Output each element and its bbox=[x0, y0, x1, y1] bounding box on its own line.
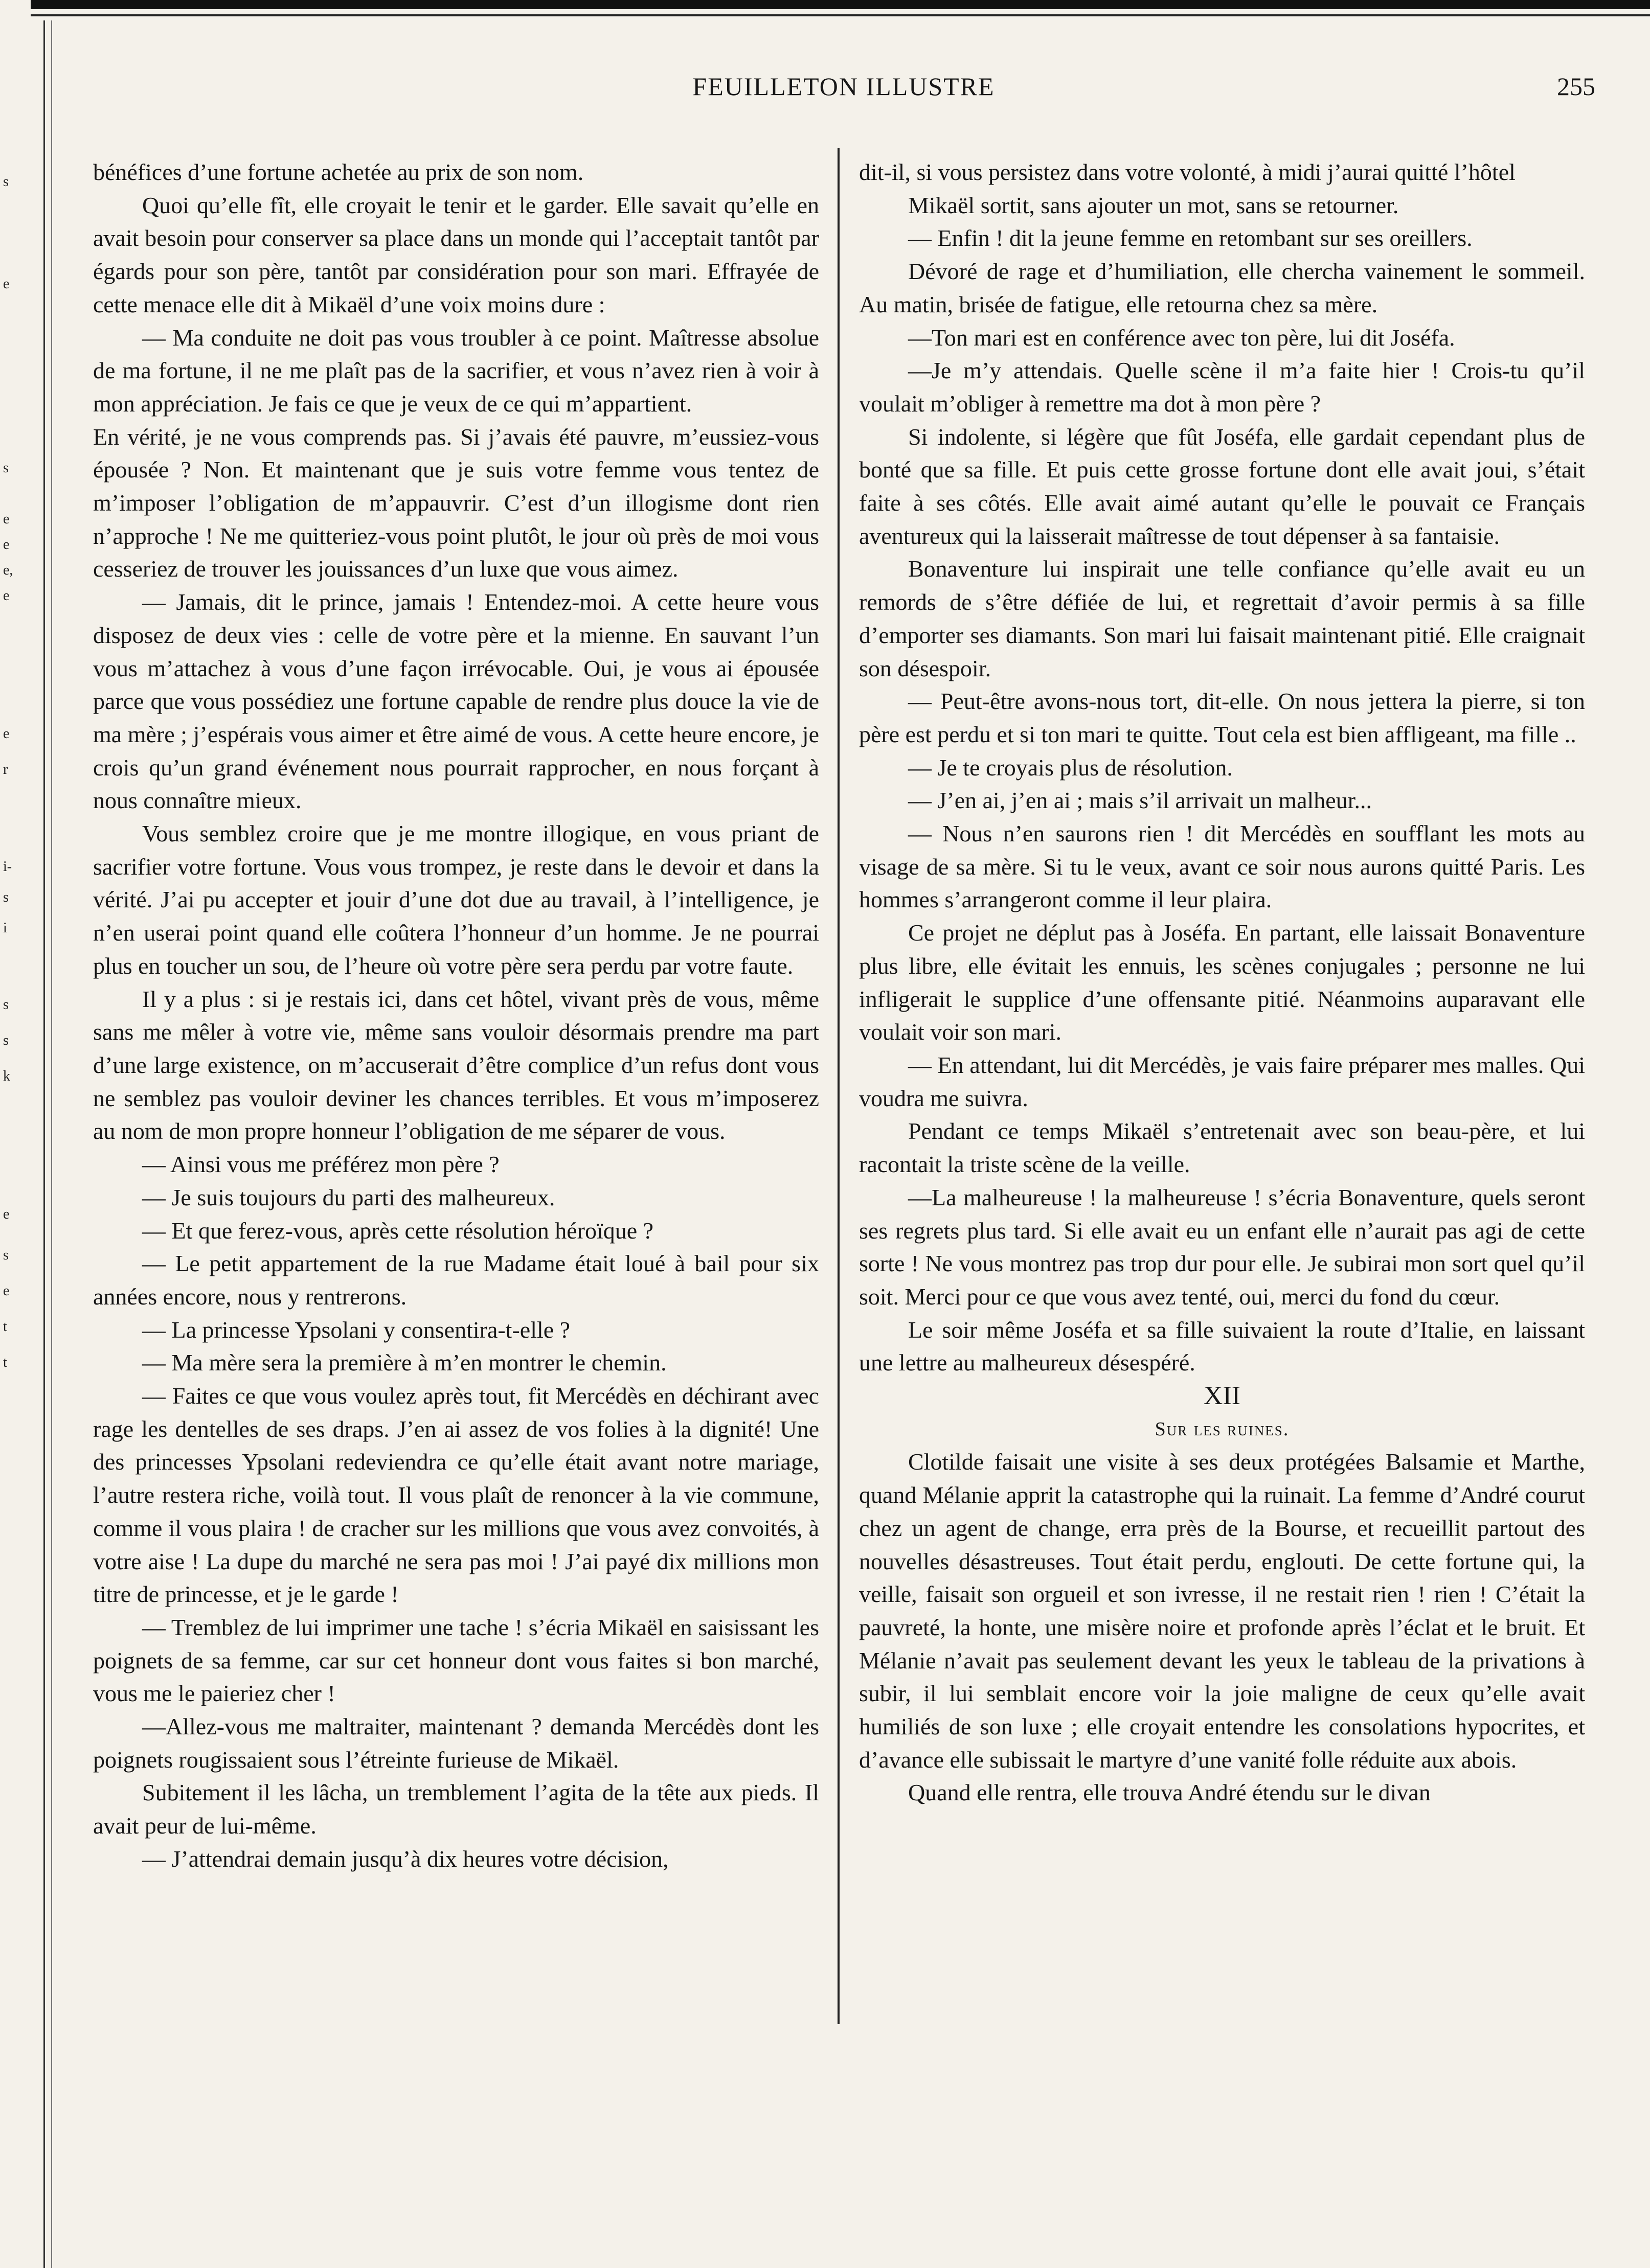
paragraph: Vous semblez croire que je me montre illogique, en vous priant de sacrifier votre fortune. Vous vous trompez, je reste dans le devoir et dans la vérité. J’ai pu accepter et jouir d’une dot due au travail, à l’intelligence, je n’en userai point quand elle coûtera l’honneur d’un homme. Je ne pourrai plus en toucher un sou, de l’heure où votre père sera perdu par votre faute. bbox=[93, 820, 819, 979]
paragraph: Mikaël sortit, sans ajouter un mot, sans se retourner. bbox=[908, 192, 1399, 218]
margin-fragment: s bbox=[3, 1247, 9, 1263]
margin-fragment: e bbox=[3, 276, 10, 292]
margin-fragment: e bbox=[3, 1206, 10, 1222]
paragraph: bénéfices d’une fortune achetée au prix de son nom. bbox=[93, 159, 584, 185]
paragraph: dit-il, si vous persistez dans votre volonté, à midi j’aurai quitté l’hôtel bbox=[859, 159, 1516, 185]
binding-rule bbox=[43, 20, 45, 2268]
page-header bbox=[92, 72, 1595, 112]
chapter-title bbox=[859, 1413, 1585, 1446]
paragraph: — J’en ai, j’en ai ; mais s’il arrivait un malheur... bbox=[908, 787, 1372, 814]
column-divider bbox=[838, 148, 840, 2024]
margin-fragment: t bbox=[3, 1355, 7, 1370]
paragraph: — J’attendrai demain jusqu’à dix heures votre décision, bbox=[142, 1845, 669, 1872]
paragraph: Dévoré de rage et d’humiliation, elle chercha vainement le sommeil. Au matin, brisée de fatigue, elle retourna chez sa mère. bbox=[859, 258, 1585, 317]
margin-fragment: i- bbox=[3, 859, 12, 875]
margin-fragment: e bbox=[3, 1283, 10, 1299]
paragraph: — Ma mère sera la première à m’en montrer le chemin. bbox=[142, 1349, 667, 1376]
top-rule bbox=[31, 0, 1650, 9]
margin-fragment: e, bbox=[3, 562, 13, 578]
paragraph: Subitement il les lâcha, un tremblement l’agita de la tête aux pieds. Il avait peur de lui-même. bbox=[93, 1779, 819, 1839]
paragraph: — Peut-être avons-nous tort, dit-elle. On nous jettera la pierre, si ton père est perdu et si ton mari te quitte. Tout cela est bien affligeant, ma fille .. bbox=[859, 688, 1585, 747]
paragraph: Bonaventure lui inspirait une telle confiance qu’elle avait eu un remords de s’être défiée de lui, et regrettait d’avoir permis à sa fille d’emporter ses diamants. Son mari lui faisait maintenant pitié. Elle craignait son désespoir. bbox=[859, 556, 1585, 681]
paragraph: — Le petit appartement de la rue Madame était loué à bail pour six années encore, nous y rentrerons. bbox=[93, 1250, 819, 1310]
paragraph: Clotilde faisait une visite à ses deux protégées Balsamie et Marthe, quand Mélanie apprit la catastrophe qui la ruinait. La femme d’André courut chez un agent de change, erra près de la Bourse, et recueillit partout des nouvelles désastreuses. Tout était perdu, englouti. De cette fortune qui, la veille, faisait son orgueil et son ivresse, il ne restait rien ! rien ! C’était la pauvreté, la honte, une misère noire et profonde après l’éclat et le bruit. Et Mélanie n’avait pas seulement devant les yeux le tableau de la privations à subir, il lui semblait encore voir la joie maligne de ceux qu’elle avait humiliés de son luxe ; elle croyait entendre les consolations hypocrites, et d’avance elle subissait le martyre d’une vanité folle réduite aux abois. bbox=[859, 1449, 1585, 1773]
margin-fragment: s bbox=[3, 174, 9, 190]
paragraph: — Je suis toujours du parti des malheureux. bbox=[142, 1184, 555, 1210]
margin-fragment: k bbox=[3, 1068, 10, 1084]
paragraph: —Allez-vous me maltraiter, maintenant ? demanda Mercédès dont les poignets rougissaient sous l’étreinte furieuse de Mikaël. bbox=[93, 1713, 819, 1773]
chapter-title-text: Sur les ruines. bbox=[1155, 1418, 1290, 1440]
paragraph: Quoi qu’elle fît, elle croyait le tenir et le garder. Elle savait qu’elle en avait besoin pour conserver sa place dans un monde qui l’acceptait tantôt par égards pour son père, tantôt par considération pour son mari. Effrayée de cette menace elle dit à Mikaël d’une voix moins dure : bbox=[93, 192, 819, 317]
paragraph: —Je m’y attendais. Quelle scène il m’a faite hier ! Crois-tu qu’il voulait m’obliger à remettre ma dot à mon père ? bbox=[859, 357, 1585, 417]
margin-fragment: e bbox=[3, 511, 10, 527]
chapter-number: XII bbox=[1203, 1381, 1241, 1411]
paragraph: —La malheureuse ! la malheureuse ! s’écria Bonaventure, quels seront ses regrets plus tard. Si elle avait eu un enfant elle n’aurait pas agi de cette sorte ! Ne vous montrez pas trop dur pour elle. Je subirai mon sort quel qu’il soit. Merci pour ce que vous avez tenté, oui, merci du fond du cœur. bbox=[859, 1184, 1585, 1310]
paragraph: — La princesse Ypsolani y consentira-t-elle ? bbox=[142, 1316, 571, 1343]
paragraph: — Jamais, dit le prince, jamais ! Entendez-moi. A cette heure vous disposez de deux vies : celle de votre père et la mienne. En sauvant l’un vous m’attachez à vous d’une façon irrévocable. Oui, je vous ai épousée parce que vous possédiez une fortune capable de rendre plus douce la vie de ma mère ; j’espérais vous aimer et être aimé de vous. A cette heure encore, je crois qu’un grand événement nous pourrait rapprocher, en nous forçant à nous connaître mieux. bbox=[93, 589, 819, 814]
running-title: FEUILLETON ILLUSTRE bbox=[692, 72, 995, 101]
paragraph: Ce projet ne déplut pas à Joséfa. En partant, elle laissait Bonaventure plus libre, elle évitait les ennuis, les scènes conjugales ; personne ne lui infligerait le supplice d’une offensante pitié. Néanmoins auparavant elle voulait voir son mari. bbox=[859, 920, 1585, 1045]
paragraph: — Et que ferez-vous, après cette résolution héroïque ? bbox=[142, 1217, 654, 1244]
right-column bbox=[859, 156, 1585, 1809]
paragraph: — Je te croyais plus de résolution. bbox=[908, 754, 1233, 781]
margin-fragment: s bbox=[3, 460, 9, 476]
margin-fragment: s bbox=[3, 889, 9, 905]
margin-fragment: e bbox=[3, 726, 10, 742]
paragraph: Pendant ce temps Mikaël s’entretenait avec son beau-père, et lui racontait la triste scène de la veille. bbox=[859, 1118, 1585, 1178]
paragraph: Quand elle rentra, elle trouva André étendu sur le divan bbox=[908, 1779, 1431, 1806]
margin-fragment: s bbox=[3, 997, 9, 1013]
page-number: 255 bbox=[1557, 72, 1595, 101]
margin-fragment: t bbox=[3, 1319, 7, 1335]
previous-page-margin bbox=[0, 0, 26, 2268]
paragraph: — Ma conduite ne doit pas vous troubler à ce point. Maîtresse absolue de ma fortune, il ne me plaît pas de la sacrifier, et vous n’avez rien à voir à mon appréciation. Je fais ce que je veux de ce qui m’appartient. bbox=[93, 324, 819, 417]
paragraph: — Ainsi vous me préférez mon père ? bbox=[142, 1151, 500, 1178]
paragraph: — Nous n’en saurons rien ! dit Mercédès en soufflant les mots au visage de sa mère. Si tu le veux, avant ce soir nous aurons quitté Paris. Les hommes s’arrangeront comme il leur plaira. bbox=[859, 820, 1585, 913]
paragraph: Si indolente, si légère que fût Joséfa, elle gardait cependant plus de bonté que sa fille. Et puis cette grosse fortune dont elle avait joui, s’était faite à ses côtés. Elle avait aimé autant qu’elle le pouvait ce Français aventureux qui la laisserait maîtresse de tout dépenser à sa fantaisie. bbox=[859, 423, 1585, 549]
paragraph: —Ton mari est en conférence avec ton père, lui dit Joséfa. bbox=[908, 324, 1455, 351]
margin-fragment: r bbox=[3, 762, 8, 777]
top-rule-thin bbox=[31, 14, 1650, 16]
left-column bbox=[93, 156, 819, 1876]
paragraph: — Tremblez de lui imprimer une tache ! s’écria Mikaël en saisissant les poignets de sa femme, car sur cet honneur dont vous faites si bon marché, vous me le paieriez cher ! bbox=[93, 1614, 819, 1707]
paragraph: Il y a plus : si je restais ici, dans cet hôtel, vivant près de vous, même sans me mêler à votre vie, même sans vouloir désormais prendre ma part d’une large existence, on m’accuserait d’être complice d’un refus dont vous ne semblez pas vouloir deviner les chances terribles. Et vous m’imposerez au nom de mon propre honneur l’obligation de me séparer de vous. bbox=[93, 986, 819, 1144]
paragraph: — Faites ce que vous voulez après tout, fit Mercédès en déchirant avec rage les dentelles de ses draps. J’en ai assez de vos folies à la dignité! Une des princesses Ypsolani redeviendra ce qu’elle était avant notre mariage, l’autre restera riche, voilà tout. Il vous plaît de renoncer à la vie commune, comme il vous plaira ! de cracher sur les millions que vous avez convoités, à votre aise ! La dupe du marché ne sera pas moi ! J’ai payé dix millions mon titre de princesse, et je le garde ! bbox=[93, 1383, 819, 1608]
paragraph: En vérité, je ne vous comprends pas. Si j’avais été pauvre, m’eussiez-vous épousée ? Non. Et maintenant que je suis votre femme vous tentez de m’imposer l’obligation de m’appauvrir. C’est d’un illogisme dont rien n’approche ! Ne me quitteriez-vous point plutôt, le jour où près de moi vous cesseriez de trouver les jouissances d’un luxe que vous aimez. bbox=[93, 423, 819, 582]
paragraph: — En attendant, lui dit Mercédès, je vais faire préparer mes malles. Qui voudra me suivra. bbox=[859, 1051, 1585, 1111]
paragraph: Le soir même Joséfa et sa fille suivaient la route d’Italie, en laissant une lettre au malheureux désespéré. bbox=[859, 1316, 1585, 1376]
margin-fragment: s bbox=[3, 1033, 9, 1048]
margin-fragment: e bbox=[3, 537, 10, 553]
binding-rule-thin bbox=[51, 20, 52, 2268]
margin-fragment: e bbox=[3, 588, 10, 604]
margin-fragment: i bbox=[3, 920, 7, 936]
paragraph: — Enfin ! dit la jeune femme en retombant sur ses oreillers. bbox=[908, 225, 1473, 251]
